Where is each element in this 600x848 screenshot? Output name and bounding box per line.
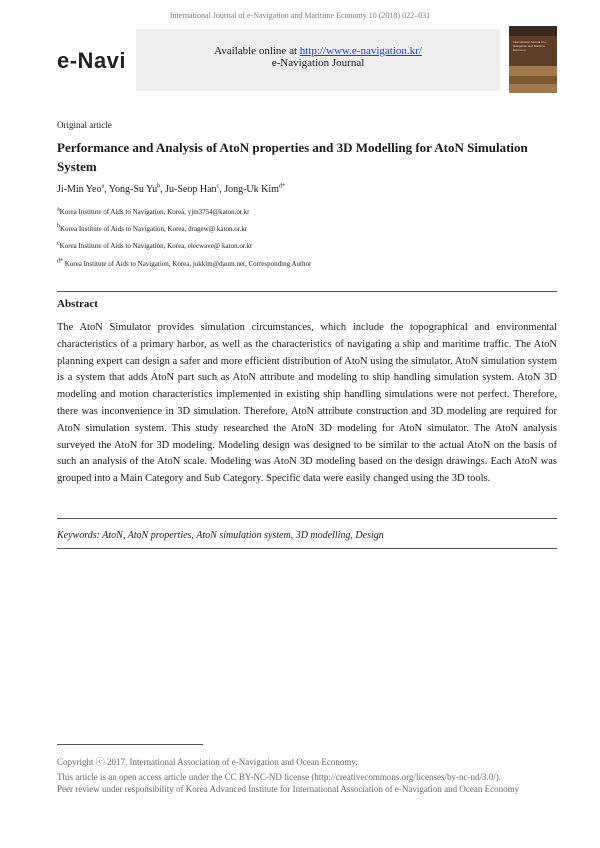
affiliation-c	[57, 242, 252, 250]
affiliation-sup: d*	[57, 258, 63, 265]
author-name: Ju-Seop Han	[165, 184, 217, 195]
e-navi-logo: e-Navi	[57, 48, 127, 73]
keywords: Keywords: AtoN, AtoN properties, AtoN simulation system, 3D modelling, Design	[57, 530, 384, 541]
author-name: Ji-Min Yeo	[57, 184, 102, 195]
journal-citation-header: International Journal of e-Navigation and Maritime Economy 10 (2018) 022–031	[169, 11, 431, 20]
affiliation-sup: b	[57, 223, 60, 230]
peer-review-line: Peer review under responsibility of Korea Advanced Institute for International Association of e-Navigation and Ocean Economy	[57, 784, 520, 794]
affiliation-a	[57, 208, 249, 216]
affiliation-text: Korea Institute of Aids to Navigation, Korea, yjm3754@katon.or.kr	[59, 208, 250, 216]
author-name: Yong-Su Yu	[108, 184, 158, 195]
affiliation-sup: a	[57, 206, 60, 213]
abstract-text: The AtoN Simulator provides simulation circumstances, which include the topographical and environmental characteristics of a primary harbor, as well as the characteristics of navigating a ship and maritime traffic. The AtoN planning expert can design a safer and more efficient distribution of AtoN using the simulator. AtoN simulation system is a system that adds AtoN part such as AtoN attribute and modeling to ship handling simulation system. AtoN 3D modeling and motion characteristics implemented in existing ship handling simulations were not perfect. Therefore, there was inconvenience in 3D simulation. Therefore, AtoN attribute construction and 3D modeling are required for AtoN simulation system. This study researched the AtoN 3D modeling for AtoN simulator. The AtoN analysis surveyed the AtoN for 3D modeling. Modeling design was designed to be similar to the actual AtoN on the basis of such an analysis of the AtoN scale. Modeling was AtoN 3D modeling based on the design drawings. Each AtoN was grouped into a Main Category and Sub Category. Specific data were easily changed using the 3D tools.	[57, 322, 557, 485]
affiliation-text: Korea Institute of Aids to Navigation, Korea, elecwave@ katon.or.kr	[59, 242, 253, 250]
journal-name: e-Navigation Journal	[271, 57, 365, 69]
available-prefix: Available online at	[214, 45, 300, 57]
keywords-top-rule	[57, 518, 557, 519]
article-type: Original article	[57, 120, 112, 130]
affiliation-b	[57, 225, 247, 233]
author-sup: c	[216, 183, 220, 190]
affiliation-d	[57, 260, 311, 268]
article-title: Performance and Analysis of AtoN properties and 3D Modelling for AtoN Simulation System	[57, 140, 528, 174]
journal-url-link[interactable]: http://www.e-navigation.kr/	[299, 45, 422, 57]
abstract-top-rule	[57, 291, 557, 292]
affiliation-text: Korea Institute of Aids to Navigation, Korea, dragew@ katon.or.kr	[60, 225, 248, 233]
affiliation-sup: c	[57, 240, 60, 247]
availability-banner	[136, 29, 500, 91]
copyright-line: Copyright ⓒ 2017, International Association of e-Navigation and Ocean Economy.	[57, 757, 358, 767]
abstract-heading: Abstract	[57, 298, 98, 310]
author-name: Jong-Uk Kim	[224, 184, 279, 195]
author-list: Ji-Min Yeo$^a$, Yong-Su Yu$^b$, Ju-Seop Han$^c$, Jong-Uk Kim$^{d*}$	[57, 183, 285, 195]
availability-line	[136, 45, 500, 57]
journal-cover-image	[509, 26, 557, 93]
footnote-rule	[57, 744, 203, 745]
keywords-bottom-rule	[57, 548, 557, 549]
author-sup: d*	[278, 183, 285, 190]
cover-title: International Journal of e-Navigation and Maritime Economy	[513, 40, 548, 52]
affiliation-text: Korea Institute of Aids to Navigation, Korea, jukkim@daum.net, Corresponding Author	[63, 260, 312, 268]
license-line: This article is an open access article under the CC BY-NC-ND license (http://creativecommons.org/licenses/by-nc-nd/3.0/).	[57, 772, 501, 782]
author-sup: a	[101, 183, 105, 190]
author-sup: b	[157, 183, 161, 190]
